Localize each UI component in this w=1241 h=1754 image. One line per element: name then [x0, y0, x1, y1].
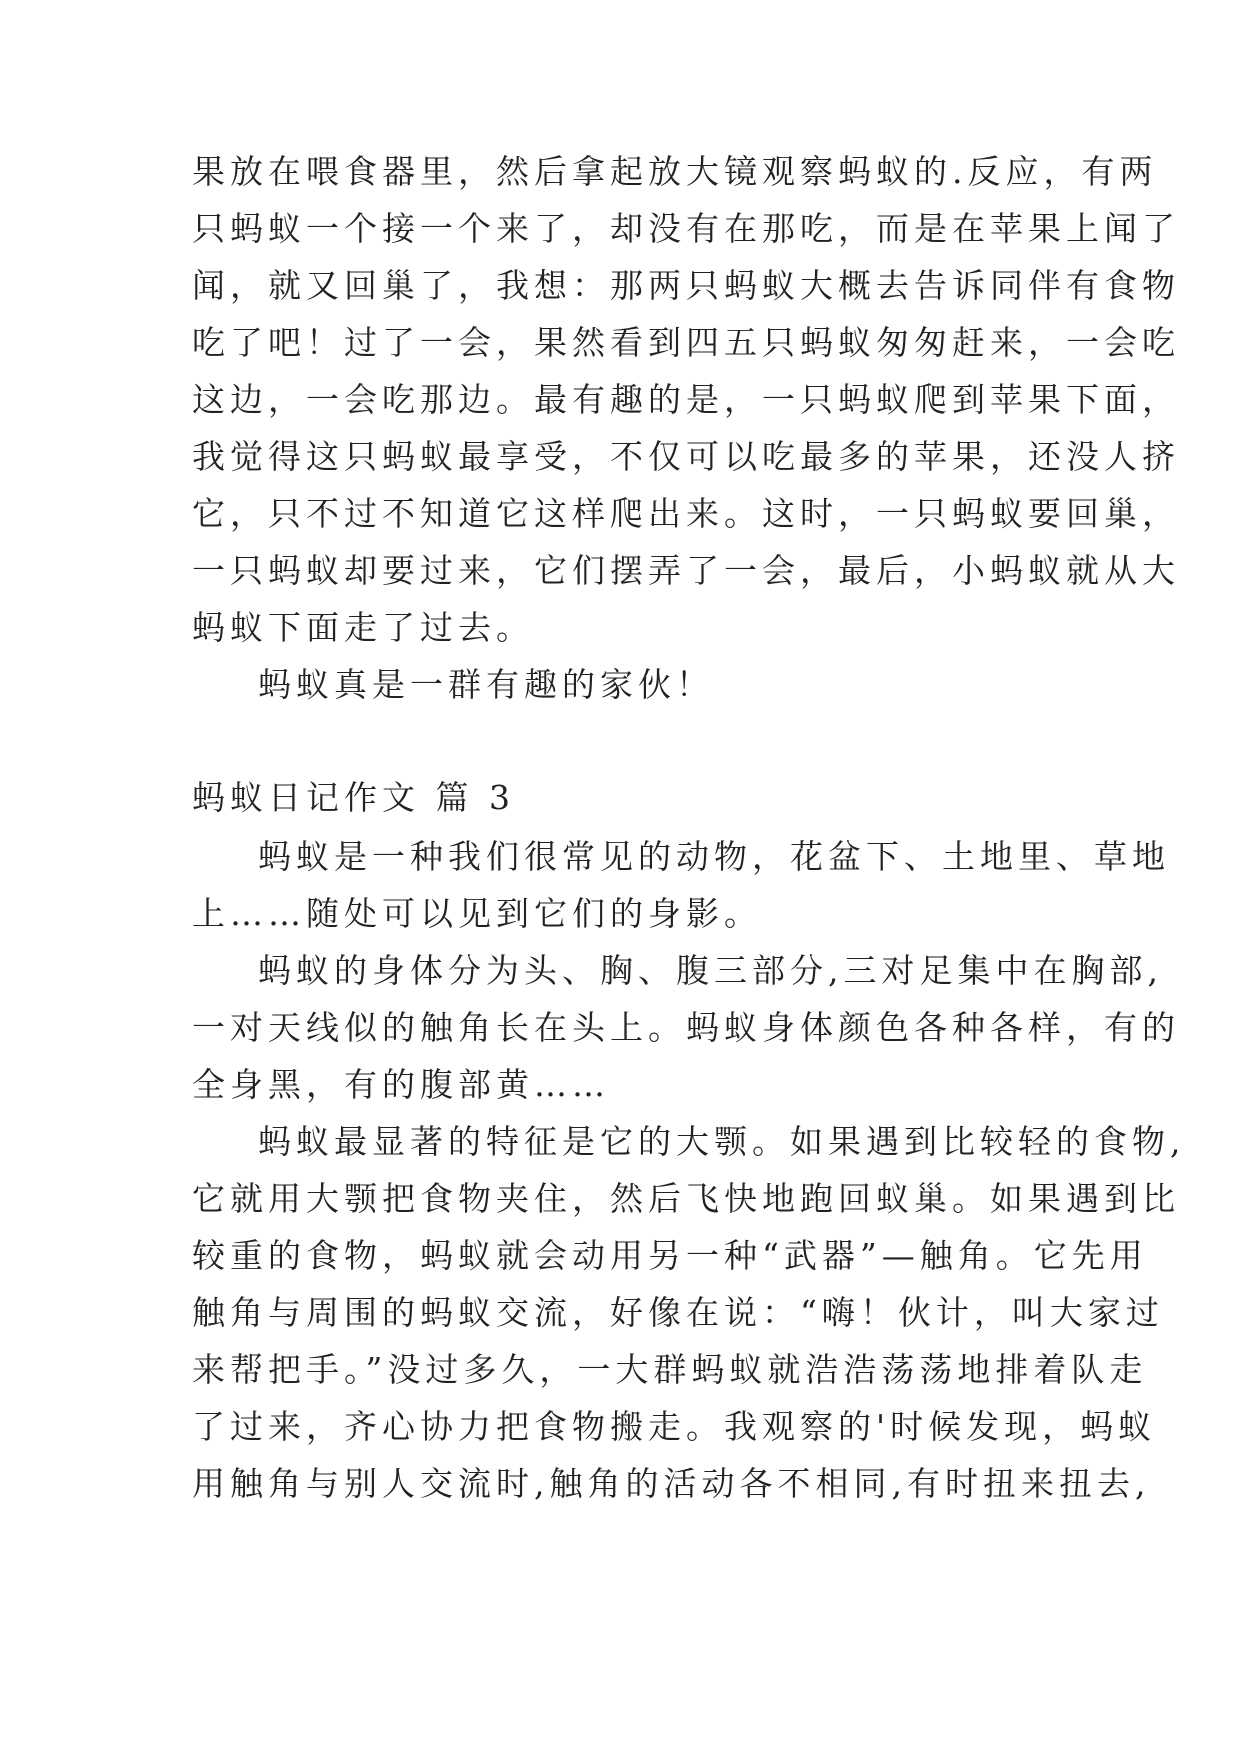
- text-line: 触角与周围的蚂蚁交流，好像在说：“嗨！伙计，叫大家过: [192, 1293, 1164, 1332]
- text-line: 它，只不过不知道它这样爬出来。这时，一只蚂蚁要回巢，: [192, 494, 1180, 533]
- closing-sentence: 蚂蚁真是一群有趣的家伙！: [258, 665, 714, 704]
- text-line: 闻，就又回巢了，我想：那两只蚂蚁大概去告诉同伴有食物: [192, 266, 1180, 305]
- text-line: 这边，一会吃那边。最有趣的是，一只蚂蚁爬到苹果下面，: [192, 380, 1180, 419]
- text-line: 了过来，齐心协力把食物搬走。我观察的'时候发现，蚂蚁: [192, 1407, 1157, 1446]
- text-line: 它就用大颚把食物夹住，然后飞快地跑回蚁巢。如果遇到比: [192, 1179, 1180, 1218]
- text-line: 较重的食物，蚂蚁就会动用另一种“武器”—触角。它先用: [192, 1236, 1148, 1275]
- text-line: 我觉得这只蚂蚁最享受，不仅可以吃最多的苹果，还没人挤: [192, 437, 1180, 476]
- text-line: 上……随处可以见到它们的身影。: [192, 894, 762, 933]
- text-line: 蚂蚁的身体分为头、胸、腹三部分,三对足集中在胸部,: [258, 951, 1163, 990]
- text-line: 一对天线似的触角长在头上。蚂蚁身体颜色各种各样，有的: [192, 1008, 1180, 1047]
- section-title: 蚂蚁日记作文 篇 3: [192, 778, 515, 817]
- text-line: 果放在喂食器里，然后拿起放大镜观察蚂蚁的.反应，有两: [192, 152, 1158, 191]
- text-line: 来帮把手。”没过多久，一大群蚂蚁就浩浩荡荡地排着队走: [192, 1350, 1148, 1389]
- text-line: 只蚂蚁一个接一个来了，却没有在那吃，而是在苹果上闻了: [192, 209, 1180, 248]
- text-line: 一只蚂蚁却要过来，它们摆弄了一会，最后，小蚂蚁就从大: [192, 551, 1180, 590]
- text-line: 全身黑，有的腹部黄……: [192, 1065, 610, 1104]
- text-line: 蚂蚁是一种我们很常见的动物，花盆下、土地里、草地: [258, 837, 1170, 876]
- text-line: 用触角与别人交流时,触角的活动各不相同,有时扭来扭去,: [192, 1464, 1151, 1503]
- text-line: 蚂蚁最显著的特征是它的大颚。如果遇到比较轻的食物,: [258, 1122, 1186, 1161]
- text-line: 蚂蚁下面走了过去。: [192, 608, 534, 647]
- text-line: 吃了吧！过了一会，果然看到四五只蚂蚁匆匆赶来，一会吃: [192, 323, 1180, 362]
